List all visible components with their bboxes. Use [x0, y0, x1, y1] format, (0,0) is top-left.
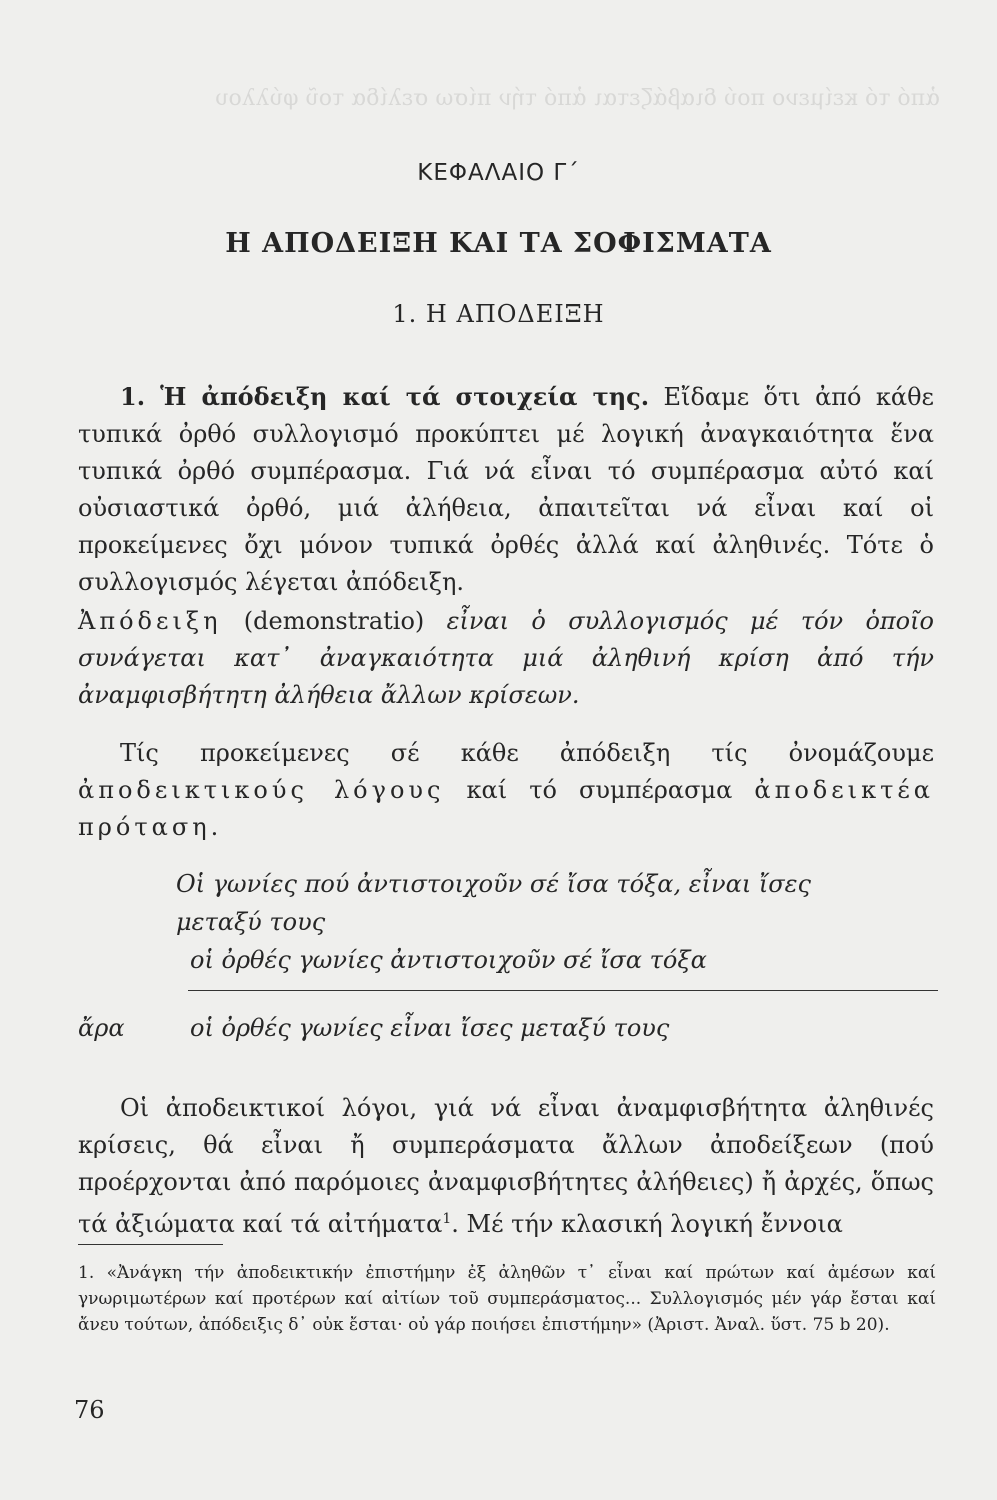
chapter-title: Η ΑΠΟΔΕΙΞΗ ΚΑΙ ΤΑ ΣΟΦΙΣΜΑΤΑ — [225, 228, 772, 259]
definition-term: Ἀπόδειξη — [78, 607, 222, 635]
paragraph-3 — [78, 735, 934, 846]
definition-text: εἶναι ὁ συλλογισμός μέ τόν ὁποῖο συνάγεται κατ᾿ ἀναγκαιότητα μιά ἀληθινή κρίση ἀπό τήν ἀναμφισβήτητη ἀλήθεια ἄλλων κρίσεων. — [78, 607, 934, 709]
paragraph-2 — [78, 603, 934, 714]
syllogism-conclusion: οἱ ὀρθές γωνίες εἶναι ἴσες μεταξύ τους — [190, 1014, 670, 1042]
syllogism-premise-1: Οἱ γωνίες πού ἀντιστοιχοῦν σέ ἴσα τόξα, εἶναι ἴσες — [176, 870, 811, 898]
term-conclusion: ἀποδεικτέα πρόταση — [78, 776, 934, 841]
definition-latin: (demonstratio) — [221, 607, 447, 635]
paragraph-4-text: Οἱ ἀποδεικτικοί λόγοι, γιά νά εἶναι ἀναμφισβήτητα ἀληθινές κρίσεις, θά εἶναι ἤ συμπεράσματα ἄλλων ἀποδείξεων (πού προέρχονται ἀπό παρόμοιες ἀναμφισβήτητες ἀλήθειες) ἤ ἀρχές, ὅπως τά ἀξιώματα καί τά αἰτήματα — [78, 1094, 934, 1238]
syllogism-premise-1-cont: μεταξύ τους — [176, 908, 326, 936]
syllogism-premise-2: οἱ ὀρθές γωνίες ἀντιστοιχοῦν σέ ἴσα τόξα — [190, 946, 707, 974]
chapter-label: ΚΕΦΑΛΑΙΟ Γ΄ — [417, 160, 580, 186]
paragraph-3-text-a: Τίς προκείμενες σέ κάθε ἀπόδειξη τίς ὀνομάζουμε — [120, 739, 934, 767]
paragraph-1 — [78, 378, 934, 601]
footnote-divider — [78, 1244, 223, 1245]
paragraph-3-text-b: καί τό συμπέρασμα — [444, 776, 755, 804]
paragraph-4-tail: . Μέ τήν κλασική λογική ἔννοια — [451, 1210, 843, 1238]
paragraph-4 — [78, 1090, 934, 1243]
syllogism-divider — [188, 990, 938, 991]
footnote: 1. «Ἀνάγκη τήν ἀποδεικτικήν ἐπιστήμην ἐξ ἀληθῶν τ᾿ εἶναι καί πρώτων καί ἀμέσων καί γνωριμωτέρων καί προτέρων καί αἰτίων τοῦ συμπεράσματος... Συλλογισμός μέν γάρ ἔσται καί ἄνευ τούτων, ἀπόδειξις δ᾿ οὐκ ἔσται· οὐ γάρ ποιήσει ἐπιστήμην» (Ἀριστ. Ἀναλ. ὕστ. 75 b 20). — [78, 1263, 936, 1335]
paragraph-3-text-c: . — [210, 813, 219, 841]
section-title: 1. Η ΑΠΟΔΕΙΞΗ — [392, 300, 605, 328]
page-number: 76 — [74, 1396, 105, 1424]
paragraph-1-heading: 1. Ἡ ἀπόδειξη καί τά στοιχεία της. — [120, 382, 650, 411]
syllogism-therefore: ἄρα — [78, 1014, 125, 1042]
term-premises: ἀποδεικτικούς λόγους — [78, 776, 445, 804]
footnote-ref: 1 — [442, 1211, 452, 1227]
bleed-through-text: ἀπό τό κείμενο πού διαβάζεται ἀπό τήν πίσω σελίδα τοῦ φύλλου — [215, 86, 940, 111]
paragraph-1-text: Εἴδαμε ὅτι ἀπό κάθε τυπικά ὀρθό συλλογισμό προκύπτει μέ λογική ἀναγκαιότητα ἕνα τυπικά ὀρθό συμπέρασμα. Γιά νά εἶναι τό συμπέρασμα αὐτό καί οὐσιαστικά ὀρθό, μιά ἀλήθεια, ἀπαιτεῖται νά εἶναι καί οἱ προκείμενες ὄχι μόνον τυπικά ὀρθές ἀλλά καί ἀληθινές. Τότε ὁ συλλογισμός λέγεται ἀπόδειξη. — [78, 383, 934, 596]
